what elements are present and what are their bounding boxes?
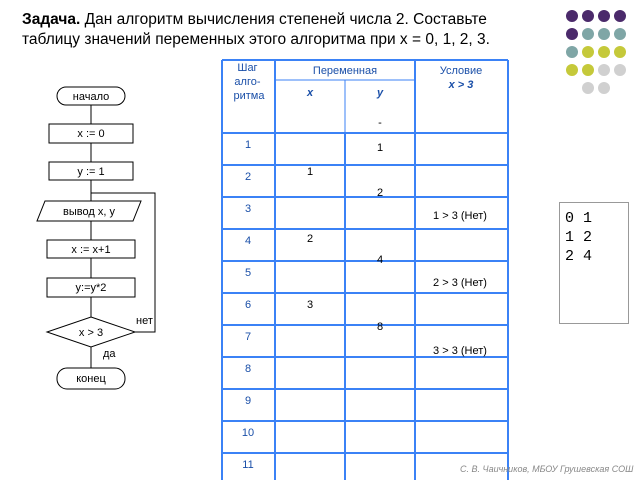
y-dash: - [378, 117, 382, 129]
step-number: 9 [244, 395, 252, 407]
condition-value: 1 > 3 (Нет) [433, 210, 487, 222]
condition-value: 3 > 3 (Нет) [433, 345, 487, 357]
double-y-label: y:=y*2 [75, 282, 107, 294]
x-value: 3 [306, 299, 314, 311]
yes-branch-label: да [103, 348, 116, 360]
header-y: y [376, 87, 384, 99]
x-value: 1 [306, 166, 314, 178]
header-condition-title: Условие [439, 65, 483, 77]
output-line: 2 4 [565, 248, 593, 265]
y-value: 2 [376, 187, 384, 199]
header-x: x [306, 87, 314, 99]
assign-x-label: x := 0 [77, 128, 105, 140]
task-heading: Задача. [22, 11, 81, 28]
y-value: 8 [376, 321, 384, 333]
step-number: 8 [244, 363, 252, 375]
header-step: Шаг алго- ритма [233, 62, 265, 102]
step-number: 7 [244, 331, 252, 343]
x-value: 2 [306, 233, 314, 245]
step-number: 1 [244, 139, 252, 151]
step-number: 10 [241, 427, 255, 439]
output-line: 1 2 [565, 229, 593, 246]
no-branch-label: нет [136, 315, 153, 327]
step-number: 6 [244, 299, 252, 311]
task-text: Дан алгоритм вычисления степеней числа 2. Составьте таблицу значений переменных этого алгоритма при x = 0, 1, 2, 3. [22, 11, 490, 48]
output-label: вывод x, y [63, 206, 115, 218]
step-number: 5 [244, 267, 252, 279]
step-number: 4 [244, 235, 252, 247]
header-condition-expr: x > 3 [448, 79, 474, 91]
condition-value: 2 > 3 (Нет) [433, 277, 487, 289]
y-value: 1 [376, 142, 384, 154]
end-label: конец [76, 373, 106, 385]
increment-x-label: x := x+1 [71, 244, 111, 256]
output-line: 0 1 [565, 210, 593, 227]
credit-text: С. В. Чаичников, МБОУ Грушевская СОШ [460, 464, 634, 474]
assign-y-label: y := 1 [77, 166, 105, 178]
step-number: 11 [242, 459, 254, 471]
header-variable: Переменная [312, 65, 378, 77]
output-panel [559, 202, 629, 324]
condition-label: x > 3 [78, 327, 104, 339]
y-value: 4 [376, 254, 384, 266]
step-number: 2 [244, 171, 252, 183]
step-number: 3 [244, 203, 252, 215]
start-label: начало [72, 91, 110, 103]
